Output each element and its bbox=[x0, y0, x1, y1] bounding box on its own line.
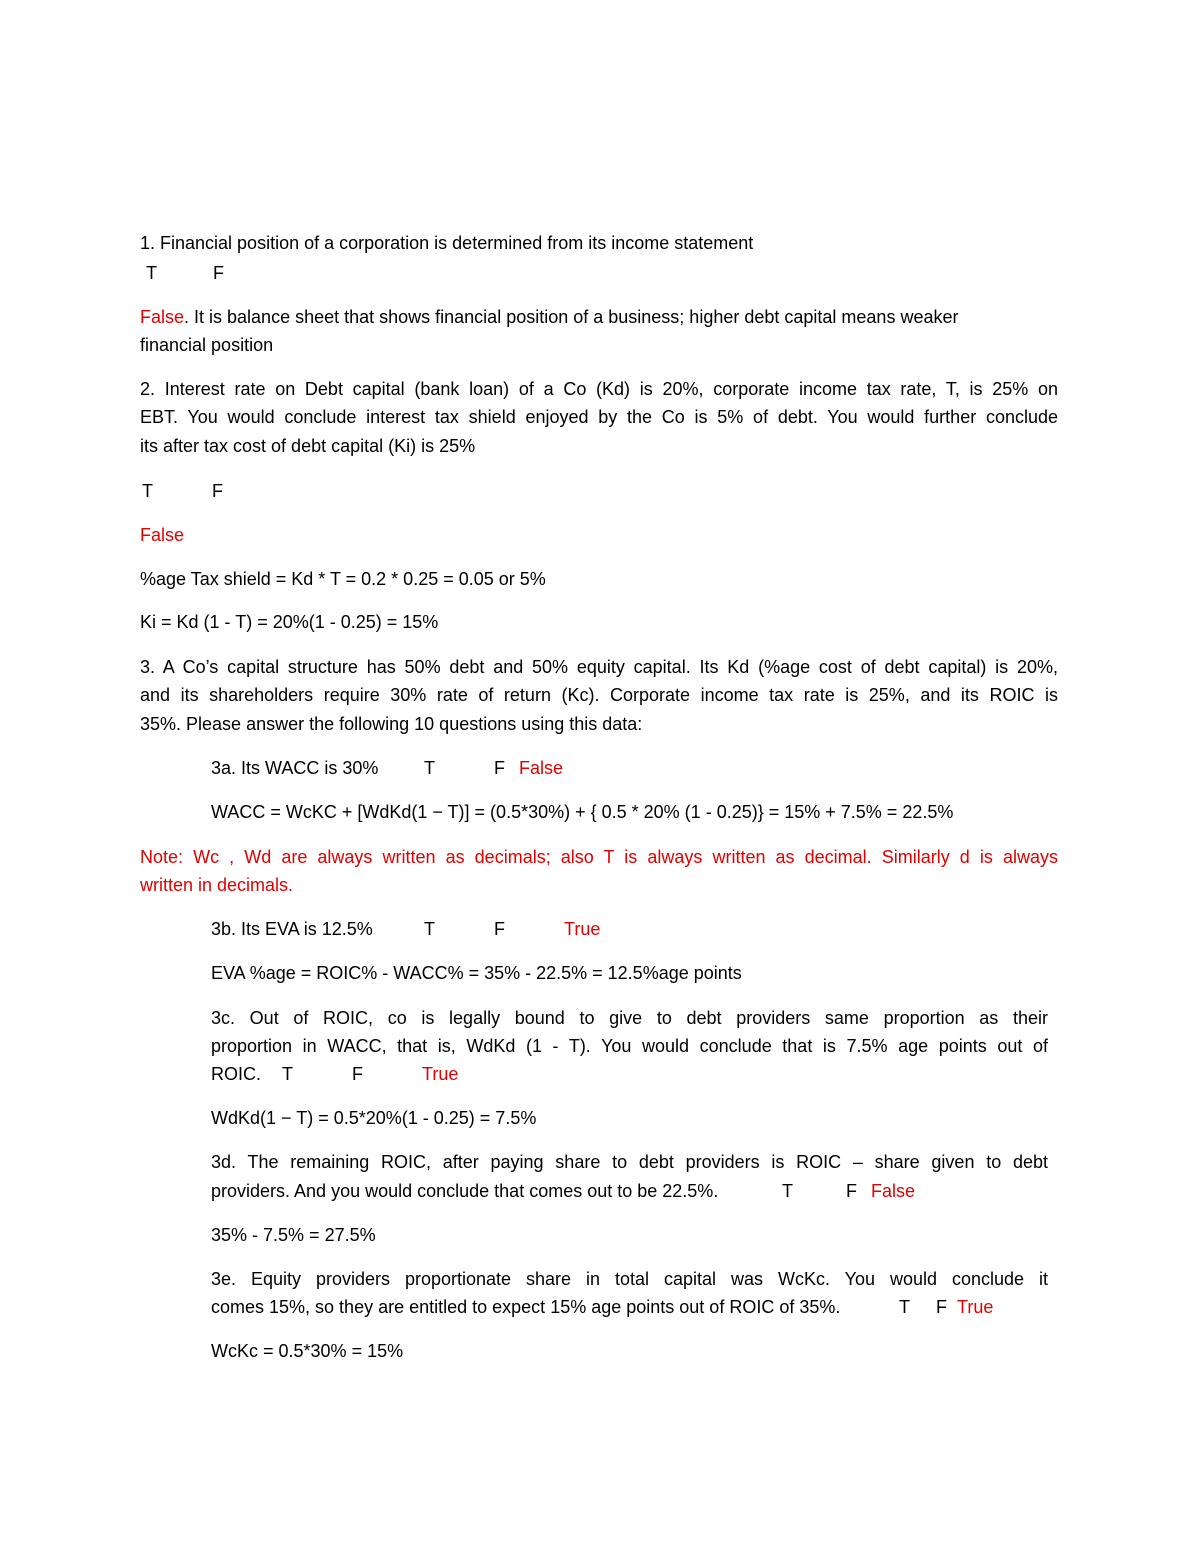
q3c-true-option: T bbox=[282, 1064, 293, 1084]
q3b-prompt: 3b. Its EVA is 12.5% bbox=[211, 919, 373, 939]
q2-line-1: 2. Interest rate on Debt capital (bank loan) of a Co (Kd) is 20%, corporate income tax rate, T, is 25% on bbox=[140, 379, 1058, 399]
q3b-answer: True bbox=[564, 919, 601, 939]
q1-explanation-line-2: financial position bbox=[140, 335, 274, 355]
q3e-answer: True bbox=[957, 1297, 994, 1317]
q3c-false-option: F bbox=[352, 1064, 363, 1084]
q2-answer: False bbox=[140, 525, 185, 545]
q3c-line-3: ROIC. bbox=[211, 1064, 262, 1084]
q3a-answer: False bbox=[519, 758, 564, 778]
q2-calc-ki: Ki = Kd (1 - T) = 20%(1 - 0.25) = 15% bbox=[140, 612, 439, 632]
note-line-1: Note: Wc , Wd are always written as decimals; also T is always written as decimal. Similarly d is always bbox=[140, 847, 1058, 867]
note-line-2: written in decimals. bbox=[140, 875, 294, 895]
q3e-calc: WcKc = 0.5*30% = 15% bbox=[211, 1341, 404, 1361]
q1-answer: False bbox=[140, 307, 185, 327]
q2-line-2: EBT. You would conclude interest tax shield enjoyed by the Co is 5% of debt. You would further conclude bbox=[140, 407, 1058, 427]
q3c-answer: True bbox=[422, 1064, 459, 1084]
q1-false-option: F bbox=[213, 263, 224, 283]
q3d-line-1: 3d. The remaining ROIC, after paying share to debt providers is ROIC – share given to debt bbox=[211, 1152, 1048, 1172]
q3c-line-1: 3c. Out of ROIC, co is legally bound to give to debt providers same proportion as their bbox=[211, 1008, 1048, 1028]
q2-calc-tax-shield: %age Tax shield = Kd * T = 0.2 * 0.25 = 0.05 or 5% bbox=[140, 569, 546, 589]
q3d-answer: False bbox=[871, 1181, 916, 1201]
q3a-false-option: F bbox=[494, 758, 505, 778]
q3-line-1: 3. A Co’s capital structure has 50% debt and 50% equity capital. Its Kd (%age cost of debt capital) is 20%, bbox=[140, 657, 1058, 677]
q3e-true-option: T bbox=[899, 1297, 910, 1317]
q3c-line-2: proportion in WACC, that is, WdKd (1 - T). You would conclude that is 7.5% age points out of bbox=[211, 1036, 1048, 1056]
q1-prompt: 1. Financial position of a corporation is determined from its income statement bbox=[140, 233, 754, 253]
q3e-false-option: F bbox=[936, 1297, 947, 1317]
q3c-calc: WdKd(1 − T) = 0.5*20%(1 - 0.25) = 7.5% bbox=[211, 1108, 537, 1128]
q3a-true-option: T bbox=[424, 758, 435, 778]
q2-true-option: T bbox=[142, 481, 153, 501]
document-page bbox=[140, 0, 1058, 1553]
q1-true-option: T bbox=[146, 263, 157, 283]
q3d-calc: 35% - 7.5% = 27.5% bbox=[211, 1225, 376, 1245]
q3a-calc: WACC = WcKC + [WdKd(1 − T)] = (0.5*30%) + { 0.5 * 20% (1 - 0.25)} = 15% + 7.5% = 22.5% bbox=[211, 802, 954, 822]
q3-line-3: 35%. Please answer the following 10 questions using this data: bbox=[140, 714, 643, 734]
q2-false-option: F bbox=[212, 481, 223, 501]
q3d-false-option: F bbox=[846, 1181, 857, 1201]
q3e-line-2: comes 15%, so they are entitled to expect 15% age points out of ROIC of 35%. bbox=[211, 1297, 841, 1317]
q3a-prompt: 3a. Its WACC is 30% bbox=[211, 758, 379, 778]
q3e-line-1: 3e. Equity providers proportionate share in total capital was WcKc. You would conclude it bbox=[211, 1269, 1048, 1289]
q3b-calc: EVA %age = ROIC% - WACC% = 35% - 22.5% = 12.5%age points bbox=[211, 963, 742, 983]
q3d-line-2: providers. And you would conclude that comes out to be 22.5%. bbox=[211, 1181, 719, 1201]
q3b-true-option: T bbox=[424, 919, 435, 939]
q1-explanation-line-1 bbox=[140, 305, 1058, 329]
q3b-false-option: F bbox=[494, 919, 505, 939]
q2-line-3: its after tax cost of debt capital (Ki) is 25% bbox=[140, 436, 476, 456]
q3-line-2: and its shareholders require 30% rate of return (Kc). Corporate income tax rate is 25%, and its ROIC is bbox=[140, 685, 1058, 705]
q3d-true-option: T bbox=[782, 1181, 793, 1201]
q1-explanation-text: . It is balance sheet that shows financial position of a business; higher debt capital means weaker bbox=[184, 307, 959, 327]
